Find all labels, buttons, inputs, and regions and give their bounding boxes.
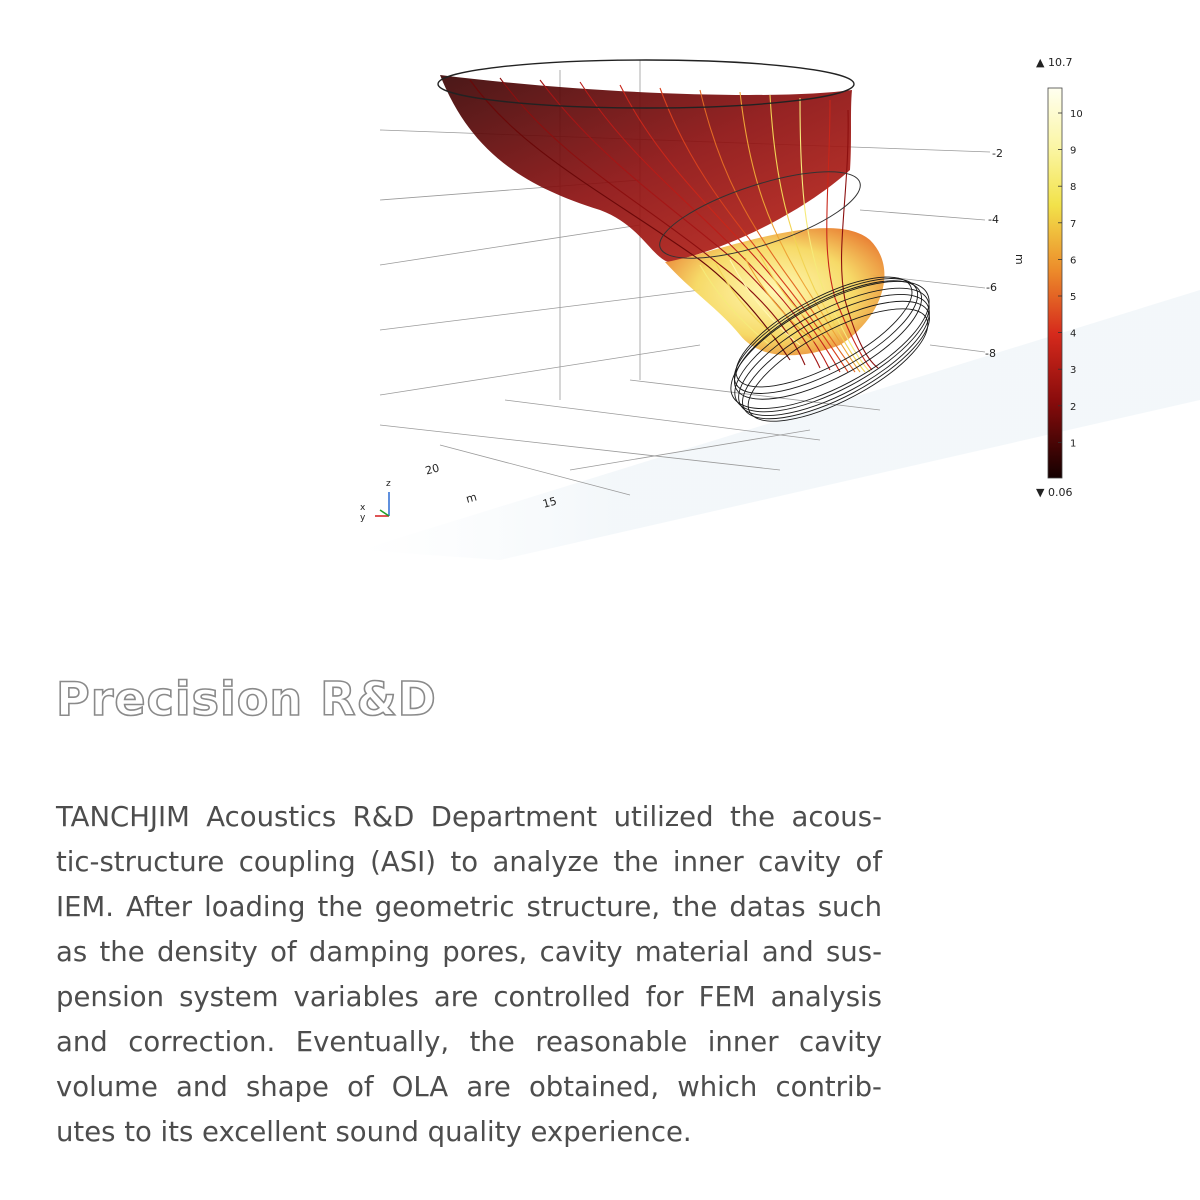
colorbar-tick-label: 2 [1070, 401, 1077, 413]
right-axis [985, 147, 1026, 360]
colorbar-tick-label: 4 [1070, 328, 1077, 340]
colorbar-gradient [1048, 88, 1062, 478]
description-line: tic-structure coupling (ASI) to analyze the inner cavity of [56, 846, 882, 878]
page-title: Precision R&D [56, 672, 437, 726]
axis-triad [360, 479, 391, 523]
right-unit: m [1013, 254, 1026, 265]
description-line: pension system variables are controlled for FEM analysis [56, 981, 882, 1013]
description-line: as the density of damping pores, cavity material and sus- [56, 936, 882, 968]
description-line: volume and shape of OLA are obtained, which contrib- [56, 1071, 882, 1103]
colorbar-min-label: ▼ 0.06 [1036, 486, 1073, 499]
colorbar-tick-label: 5 [1070, 292, 1077, 303]
bottom-unit: m [464, 490, 479, 506]
colorbar-tick-label: 10 [1070, 109, 1083, 120]
description-line: and correction. Eventually, the reasonable inner cavity [56, 1026, 882, 1058]
right-tick: -4 [988, 213, 999, 226]
description-paragraph [56, 795, 882, 1155]
colorbar-max-label: ▲ 10.7 [1036, 56, 1073, 69]
colorbar-tick-label: 3 [1070, 365, 1077, 377]
description-line: utes to its excellent sound quality experience. [56, 1116, 692, 1148]
description-line: TANCHJIM Acoustics R&D Department utilized the acous- [56, 801, 882, 833]
triad-y-label: y [360, 513, 366, 523]
colorbar-tick-label: 1 [1070, 438, 1077, 450]
bottom-tick: 15 [541, 494, 559, 511]
simulation-figure [0, 0, 1200, 580]
right-tick: -6 [986, 281, 997, 294]
description-line: IEM. After loading the geometric structure, the datas such [56, 891, 882, 923]
right-tick: -2 [992, 147, 1003, 160]
triad-x-label: x [360, 503, 366, 513]
triad-z-label: z [386, 479, 391, 489]
right-tick: -8 [985, 347, 996, 360]
colorbar-tick-label: 7 [1070, 218, 1077, 230]
bottom-tick: 20 [423, 461, 441, 478]
colorbar-tick-label: 6 [1070, 255, 1077, 267]
colorbar-tick-label: 9 [1070, 145, 1077, 157]
colorbar-tick-label: 8 [1070, 182, 1077, 194]
